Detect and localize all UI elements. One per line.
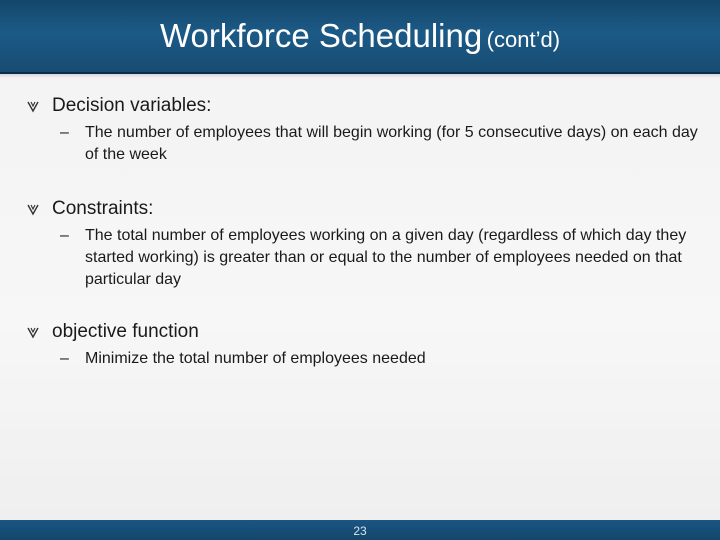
diamond-arrow-icon — [27, 324, 39, 340]
bullet-label: Decision variables: — [52, 95, 212, 116]
bullet-label: Constraints: — [52, 198, 154, 219]
bullet-label: objective function — [52, 321, 199, 342]
sub-bullet-text: The number of employees that will begin working (for 5 consecutive days) on each day of the week — [85, 124, 698, 163]
sub-bullet-marker: – — [60, 124, 69, 141]
title-sub: (cont’d) — [486, 27, 561, 52]
sub-bullet-text: The total number of employees working on a given day (regardless of which day they started working) is greater than or equal to the number of employees needed on that particular day — [85, 227, 687, 288]
sub-bullet-marker: – — [60, 350, 69, 367]
title-main: Workforce Scheduling — [159, 17, 483, 54]
page-number: 23 — [353, 524, 367, 538]
sub-bullet-marker: – — [60, 227, 69, 244]
diamond-arrow-icon — [27, 201, 39, 217]
diamond-arrow-icon — [27, 98, 39, 114]
sub-bullet-text: Minimize the total number of employees needed — [85, 350, 426, 367]
